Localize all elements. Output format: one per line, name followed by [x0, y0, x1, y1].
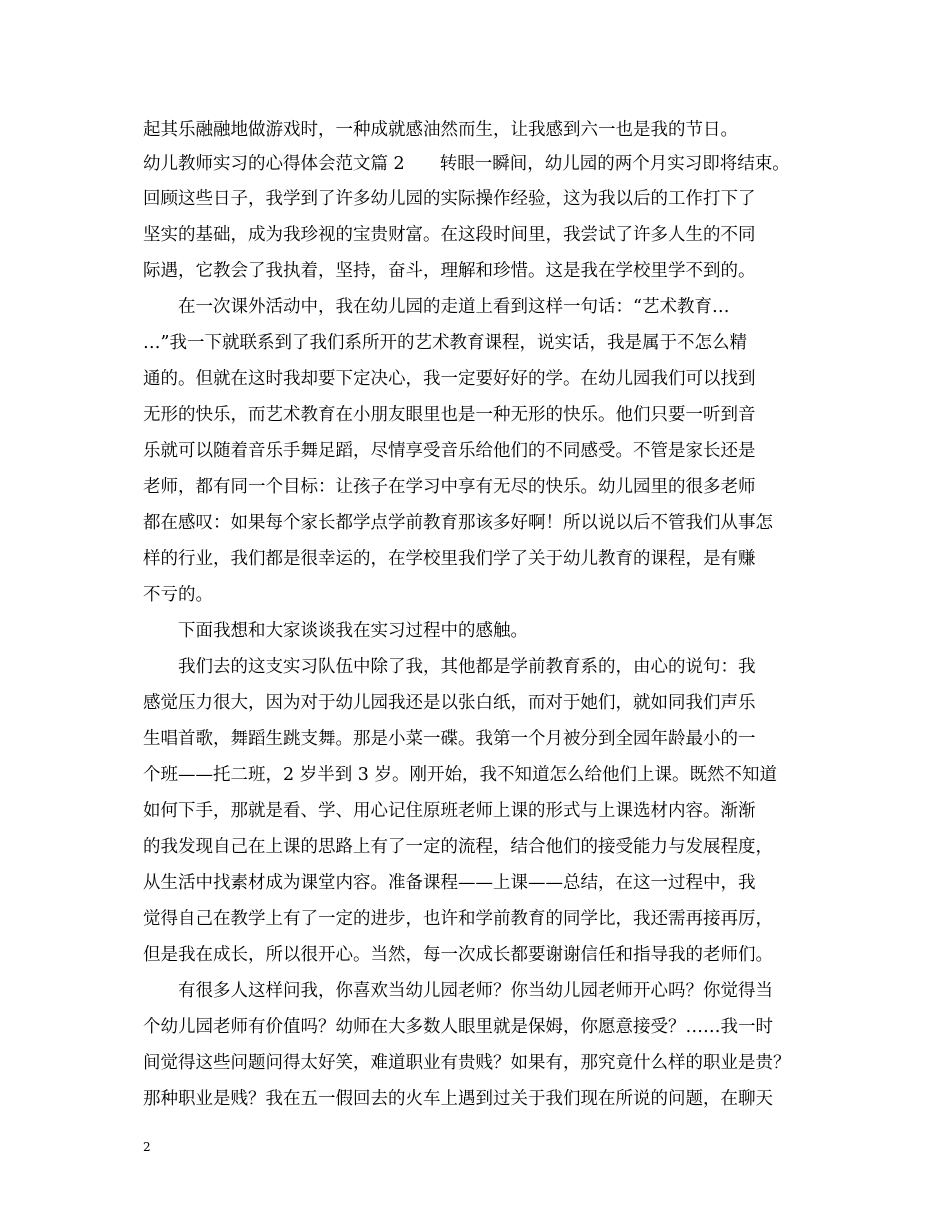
- text-line: 在一次课外活动中，我在幼儿园的走道上看到这样一句话：“艺术教育…: [143, 297, 730, 317]
- page-number: 2: [143, 1140, 151, 1154]
- text-line: 起其乐融融地做游戏时，一种成就感油然而生，让我感到六一也是我的节日。: [143, 120, 738, 140]
- text-line: 样的行业，我们都是很幸运的，在学校里我们学了关于幼儿教育的课程，是有赚: [143, 549, 756, 569]
- text-line: 不亏的。: [143, 585, 213, 605]
- text-line: 个幼儿园老师有价值吗？幼师在大多数人眼里就是保姆，你愿意接受？……我一时: [143, 1017, 773, 1037]
- text-line: 从生活中找素材成为课堂内容。准备课程——上课——总结，在这一过程中，我: [143, 873, 756, 893]
- text-line: 乐就可以随着音乐手舞足蹈，尽情享受音乐给他们的不同感受。不管是家长还是: [143, 441, 756, 461]
- text-line: 感觉压力很大，因为对于幼儿园我还是以张白纸，而对于她们，就如同我们声乐: [143, 693, 756, 713]
- text-line: 通的。但就在这时我却要下定决心，我一定要好好的学。在幼儿园我们可以找到: [143, 369, 756, 389]
- text-line: 回顾这些日子，我学到了许多幼儿园的实际操作经验，这为我以后的工作打下了: [143, 189, 756, 209]
- text-line: 幼儿教师实习的心得体会范文篇 2 转眼一瞬间，幼儿园的两个月实习即将结束。: [143, 154, 790, 174]
- text-line: 我们去的这支实习队伍中除了我，其他都是学前教育系的，由心的说句：我: [143, 657, 756, 677]
- text-line: 无形的快乐，而艺术教育在小朋友眼里也是一种无形的快乐。他们只要一听到音: [143, 405, 756, 425]
- text-line: 间觉得这些问题问得太好笑，难道职业有贵贱？如果有，那究竟什么样的职业是贵？: [143, 1053, 791, 1073]
- text-line: 坚实的基础，成为我珍视的宝贵财富。在这段时间里，我尝试了许多人生的不同: [143, 225, 756, 245]
- text-line: 但是我在成长，所以很开心。当然，每一次成长都要谢谢信任和指导我的老师们。: [143, 945, 773, 965]
- text-line: 个班——托二班，2 岁半到 3 岁。刚开始，我不知道怎么给他们上课。既然不知道: [143, 765, 777, 785]
- text-line: 的我发现自己在上课的思路上有了一定的流程，结合他们的接受能力与发展程度，: [143, 837, 773, 857]
- text-line: 如何下手，那就是看、学、用心记住原班老师上课的形式与上课选材内容。渐渐: [143, 801, 756, 821]
- text-line: 下面我想和大家谈谈我在实习过程中的感触。: [143, 621, 528, 641]
- text-line: 生唱首歌，舞蹈生跳支舞。那是小菜一碟。我第一个月被分到全园年龄最小的一: [143, 729, 756, 749]
- text-line: …”我一下就联系到了我们系所开的艺术教育课程，说实话，我是属于不怎么精: [143, 333, 747, 353]
- text-line: 老师，都有同一个目标：让孩子在学习中享有无尽的快乐。幼儿园里的很多老师: [143, 477, 756, 497]
- text-line: 那种职业是贱？我在五一假回去的火车上遇到过关于我们现在所说的问题，在聊天: [143, 1089, 773, 1109]
- text-line: 际遇，它教会了我执着，坚持，奋斗，理解和珍惜。这是我在学校里学不到的。: [143, 261, 756, 281]
- text-line: 觉得自己在教学上有了一定的进步，也许和学前教育的同学比，我还需再接再厉，: [143, 909, 773, 929]
- text-line: 都在感叹：如果每个家长都学点学前教育那该多好啊！所以说以后不管我们从事怎: [143, 513, 773, 533]
- text-line: 有很多人这样问我，你喜欢当幼儿园老师？你当幼儿园老师开心吗？你觉得当: [143, 981, 773, 1001]
